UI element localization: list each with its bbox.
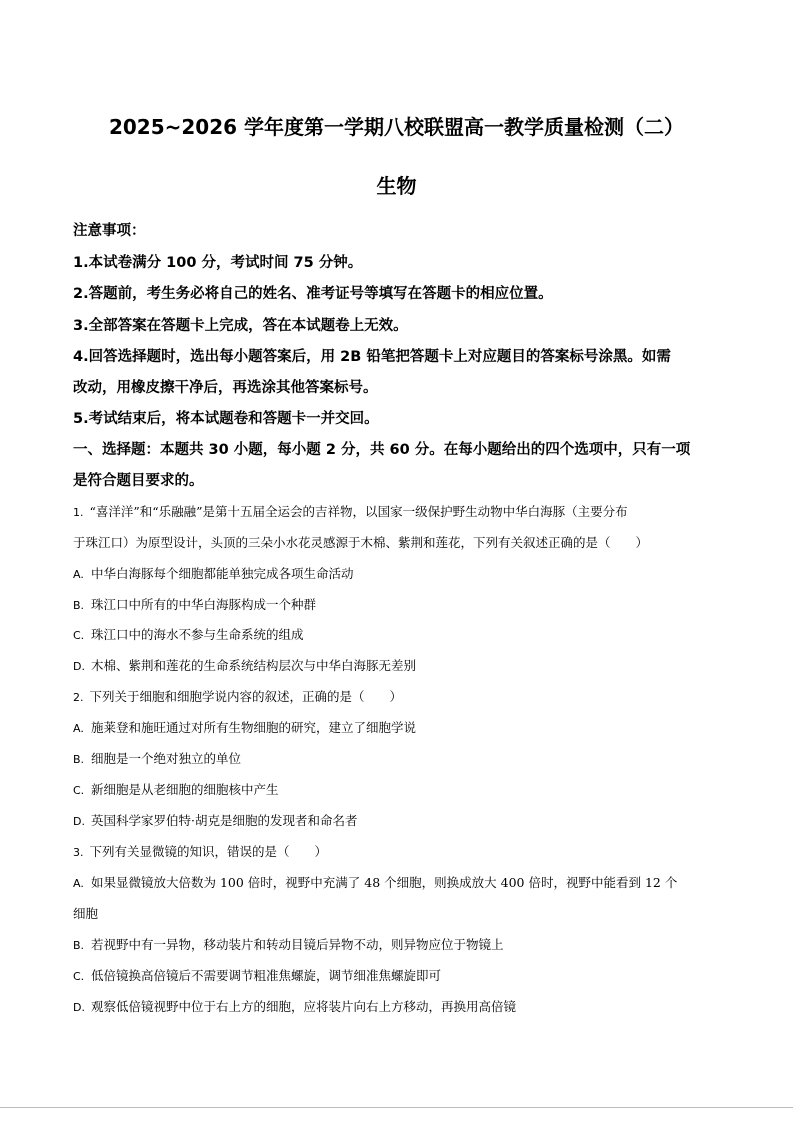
section-heading-cont: 是符合题目要求的。 <box>73 473 204 489</box>
option-text: 细胞是一个绝对独立的单位 <box>91 751 242 766</box>
notice-heading: 注意事项： <box>73 223 146 239</box>
question-1-stem-cont: 于珠江口）为原型设计，头顶的三朵小水花灵感源于木棉、紫荆和莲花，下列有关叙述正确的是（ ） <box>73 535 649 550</box>
option-text: 木棉、紫荆和莲花的生命系统结构层次与中华白海豚无差别 <box>91 658 417 673</box>
notice-item-2: 2.答题前，考生务必将自己的姓名、准考证号等填写在答题卡的相应位置。 <box>73 286 553 302</box>
question-1-option-a <box>73 565 733 584</box>
option-letter: C. <box>73 629 85 642</box>
option-letter: A. <box>73 722 84 735</box>
question-1-option-c <box>73 626 733 645</box>
option-letter: A. <box>73 568 84 581</box>
exam-title: 2025~2026 学年度第一学期八校联盟高一教学质量检测（二） <box>108 115 685 139</box>
page-bottom-rule <box>0 1107 793 1108</box>
question-3-option-c <box>73 967 733 986</box>
question-1-option-b <box>73 596 733 615</box>
question-text: “喜洋洋”和“乐融融”是第十五届全运会的吉祥物，以国家一级保护野生动物中华白海豚（主要分布 <box>89 504 628 519</box>
notice-item-5: 5.考试结束后，将本试题卷和答题卡一并交回。 <box>73 411 379 427</box>
question-3-option-b <box>73 936 733 955</box>
option-letter: D. <box>73 815 85 828</box>
notice-item-3: 3.全部答案在答题卡上完成，答在本试题卷上无效。 <box>73 318 408 334</box>
option-letter: A. <box>73 877 84 890</box>
question-3-stem <box>73 843 733 862</box>
question-3-option-d <box>73 998 733 1017</box>
question-text: 下列关于细胞和细胞学说内容的叙述，正确的是（ ） <box>89 689 403 704</box>
option-text: 中华白海豚每个细胞都能单独完成各项生命活动 <box>91 566 354 581</box>
question-3-option-a-cont: 细胞 <box>73 906 99 921</box>
section-heading: 一、选择题：本题共 30 小题，每小题 2 分，共 60 分。在每小题给出的四个选项中，只有一项 <box>73 442 691 458</box>
option-letter: B. <box>73 599 85 612</box>
notice-item-1: 1.本试卷满分 100 分，考试时间 75 分钟。 <box>73 255 363 271</box>
option-text: 英国科学家罗伯特·胡克是细胞的发现者和命名者 <box>91 813 358 828</box>
question-2-option-b <box>73 750 733 769</box>
option-text: 观察低倍镜视野中位于右上方的细胞，应将装片向右上方移动，再换用高倍镜 <box>91 999 517 1014</box>
option-text: 新细胞是从老细胞的细胞核中产生 <box>91 782 279 797</box>
option-letter: D. <box>73 660 85 673</box>
option-letter: C. <box>73 970 85 983</box>
subject-title: 生物 <box>376 174 417 198</box>
option-letter: B. <box>73 939 85 952</box>
option-text: 如果显微镜放大倍数为 100 倍时，视野中充满了 48 个细胞，则换成放大 400 倍时，视野中能看到 12 个 <box>91 875 678 890</box>
option-letter: D. <box>73 1001 85 1014</box>
option-text: 珠江口中所有的中华白海豚构成一个种群 <box>91 597 317 612</box>
question-2-stem <box>73 688 733 707</box>
option-text: 珠江口中的海水不参与生命系统的组成 <box>91 627 304 642</box>
notice-item-4: 4.回答选择题时，选出每小题答案后，用 2B 铅笔把答题卡上对应题目的答案标号涂黑。如需 <box>73 349 671 365</box>
option-text: 若视野中有一异物，移动装片和转动目镜后异物不动，则异物应位于物镜上 <box>91 937 504 952</box>
question-2-option-c <box>73 781 733 800</box>
question-1-stem <box>73 503 733 522</box>
option-letter: B. <box>73 753 85 766</box>
question-3-option-a <box>73 874 733 893</box>
option-text: 低倍镜换高倍镜后不需要调节粗准焦螺旋，调节细准焦螺旋即可 <box>91 968 442 983</box>
question-number: 2. <box>73 691 84 704</box>
notice-item-4-cont: 改动，用橡皮擦干净后，再选涂其他答案标号。 <box>73 380 378 396</box>
question-2-option-d <box>73 812 733 831</box>
question-number: 3. <box>73 846 84 859</box>
question-2-option-a <box>73 719 733 738</box>
question-number: 1. <box>73 506 84 519</box>
option-text: 施莱登和施旺通过对所有生物细胞的研究，建立了细胞学说 <box>91 720 417 735</box>
question-1-option-d <box>73 657 733 676</box>
question-text: 下列有关显微镜的知识，错误的是（ ） <box>89 844 328 859</box>
option-letter: C. <box>73 784 85 797</box>
